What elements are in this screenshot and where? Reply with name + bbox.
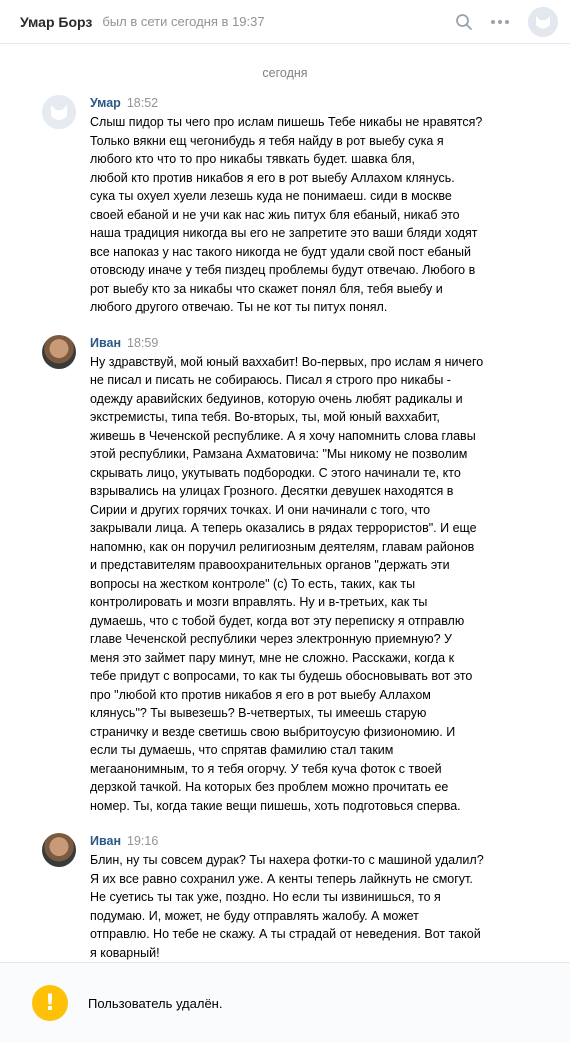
- message-body: [90, 335, 550, 816]
- message-meta: [90, 833, 550, 849]
- message-author[interactable]: Умар: [90, 96, 121, 110]
- user-photo[interactable]: [42, 833, 76, 867]
- message-text: Слыш пидор ты чего про ислам пишешь Тебе никабы не нравятся? Только вякни ещ чегонибудь я тебя найду в рот выебу сука я любого кто что то про никабы тявкать будет. шавка бля, любой кто против никабов я его в рот выебу Аллахом клянусь. сука ты охуел хуели лезешь куда не понимаеш. сиди в москве своей ебаной и не учи как нас жиь питух бля ебаный, никаб это наша традиция никогда вы его не запретите это ваши бляди ходят все напоказ у нас такого никогда не будт удали свой пост ебаный отовсюду иначе у тебя пиздец проблемы будут отвечаю. Любого в рот выебу кто за никабы что скажет понял бля, тебя выебу и любого другого отвечаю. Ты не кот ты питух понял.: [90, 115, 483, 314]
- message-author[interactable]: Иван: [90, 335, 122, 350]
- message-body: [90, 95, 550, 317]
- message-time: 18:59: [127, 335, 159, 350]
- message-body: [90, 833, 550, 962]
- message-author[interactable]: Иван: [90, 834, 122, 848]
- message-meta: [90, 335, 550, 351]
- date-separator: сегодня: [262, 66, 308, 80]
- more-icon[interactable]: [490, 12, 510, 32]
- vk-dog-icon[interactable]: [42, 95, 76, 129]
- user-photo[interactable]: [42, 335, 76, 369]
- chat-title[interactable]: Умар Борз: [20, 13, 93, 30]
- warning-icon: !: [32, 985, 68, 1021]
- message-meta: [90, 95, 550, 111]
- deleted-user-notice: [0, 962, 570, 1043]
- message: [0, 95, 570, 317]
- online-status: был в сети сегодня в 19:37: [102, 14, 265, 29]
- header-avatar[interactable]: [528, 7, 558, 37]
- notice-text: Пользователь удалён.: [88, 995, 223, 1011]
- message-text: Блин, ну ты совсем дурак? Ты нахера фотки-то с машиной удалил? Я их все равно сохранил уже. А кенты теперь лайкнуть не смогут. Не суетись ты так уже, поздно. Но если ты извинишься, то я подумаю. И, может, не буду отправлять жалобу. А может отправлю. Но тебе не скажу. А ты страдай от неведения. Вот такой я коварный!: [90, 853, 484, 960]
- message: [0, 833, 570, 962]
- message-time: 19:16: [127, 834, 159, 848]
- search-icon[interactable]: [454, 12, 474, 32]
- chat-header: [0, 0, 570, 44]
- message-time: 18:52: [126, 96, 159, 110]
- message-text: Ну здравствуй, мой юный ваххабит! Во-первых, про ислам я ничего не писал и писать не собираюсь. Писал я строго про никабы - одежду аравийских бедуинов, которую очень любят радикалы и экстремисты, типа тебя. Во-вторых, ты, мой юный ваххабит, живешь в Чеченской республике. А я хочу напомнить слова главы этой республики, Рамзана Ахматовича: "Мы никому не позволим скрывать лицо, укутывать подбородки. С этого начинали те, кто взрывались на улицах Грозного. Десятки девушек находятся в Сирии и других горячих точках. И они начинали с того, что закрывали лица. А теперь оказались в рядах террористов". И еще напомню, как он поручил религиозным деятелям, главам районов и представителям правоохранительных органов "держать эти вопросы на жестком контроле" (с) То есть, таких, как ты контролировать и мозги вправлять. Ну и в-третьих, как ты думаешь, что с тобой будет, когда вот эту переписку я отправлю главе Чеченской республики через электронную приемную? У меня это займет пару минут, мне не сложно. Расскажи, когда к тебе придут с вопросами, то как ты будешь обосновывать вот это про "любой кто против никабов я его в рот выебу Аллахом клянусь"? Ты вывезешь? В-четвертых, ты имеешь старую страничку и везде светишь свою выбритоусую физиономию. И если ты думаешь, что спрятав фамилию стал таким мегаанонимным, то я тебя огорчу. У тебя куча фоток с твоей дерзкой тачкой. На которых без проблем можно прочитать ее номер. Ты, когда такие вещи пишешь, хоть подготовься сперва.: [90, 354, 484, 813]
- message: [0, 335, 570, 816]
